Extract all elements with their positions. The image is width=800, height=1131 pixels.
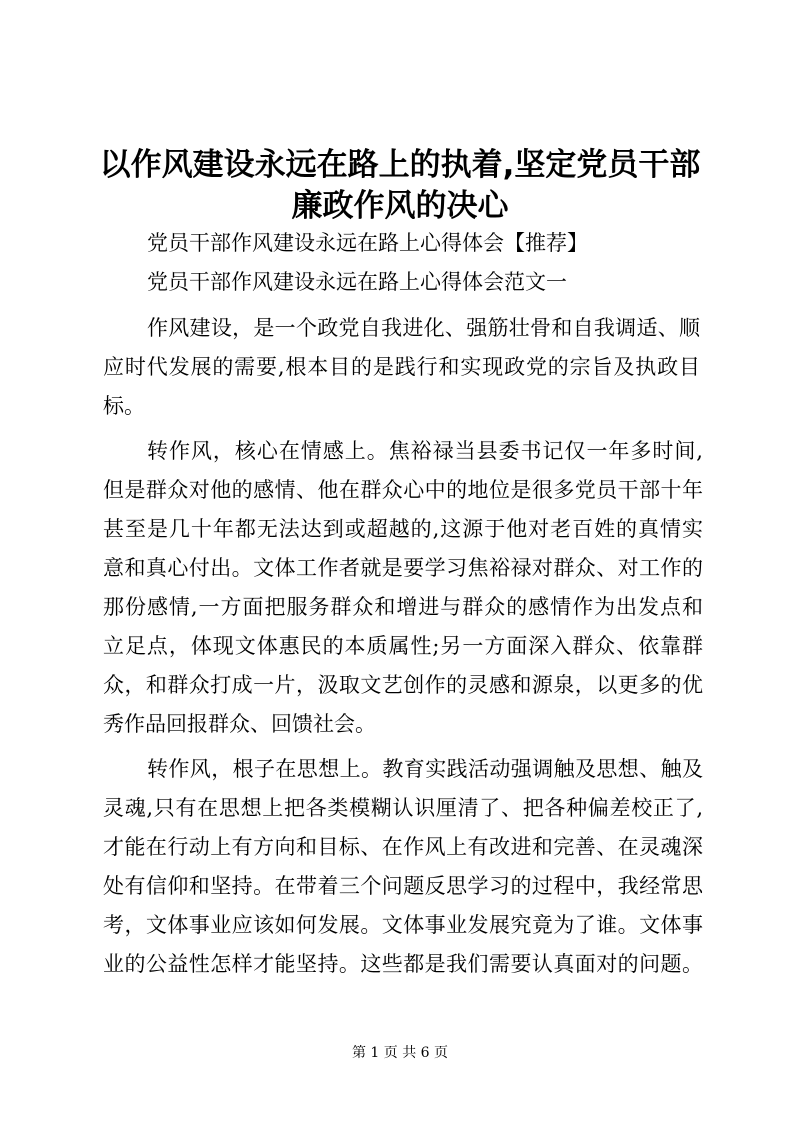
subheading-recommended: 党员干部作风建设永远在路上心得体会【推荐】 — [147, 231, 588, 255]
paragraph-3-line-6: 业的公益性怎样才能坚持。这些都是我们需要认真面对的问题。 — [103, 952, 703, 976]
paragraph-2-line-1: 转作风，核心在情感上。焦裕禄当县委书记仅一年多时间, — [147, 439, 703, 463]
paragraph-3-line-2: 灵魂,只有在思想上把各类模糊认识厘清了、把各种偏差校正了, — [103, 796, 703, 820]
subheading-sample-one: 党员干部作风建设永远在路上心得体会范文一 — [147, 270, 567, 294]
paragraph-3-line-1: 转作风，根子在思想上。教育实践活动强调触及思想、触及 — [147, 757, 703, 781]
paragraph-2-line-8: 秀作品回报群众、回馈社会。 — [103, 712, 376, 736]
paragraph-2-line-6: 立足点，体现文体惠民的本质属性;另一方面深入群众、依靠群 — [103, 634, 703, 658]
paragraph-3-line-3: 才能在行动上有方向和目标、在作风上有改进和完善、在灵魂深 — [103, 835, 703, 859]
paragraph-2-line-4: 意和真心付出。文体工作者就是要学习焦裕禄对群众、对工作的 — [103, 556, 703, 580]
paragraph-2-line-2: 但是群众对他的感情、他在群众心中的地位是很多党员干部十年 — [103, 478, 703, 502]
paragraph-1-line-1: 作风建设，是一个政党自我进化、强筋壮骨和自我调适、顺 — [147, 316, 700, 340]
paragraph-2-line-5: 那份感情,一方面把服务群众和增进与群众的感情作为出发点和 — [103, 595, 703, 619]
paragraph-1-line-3: 标。 — [103, 394, 145, 418]
paragraph-2-line-7: 众，和群众打成一片，汲取文艺创作的灵感和源泉，以更多的优 — [103, 673, 703, 697]
document-title-line-2: 廉政作风的决心 — [291, 188, 509, 224]
document-title-line-1: 以作风建设永远在路上的执着,坚定党员干部 — [99, 147, 701, 183]
paragraph-2-line-3: 甚至是几十年都无法达到或超越的,这源于他对老百姓的真情实 — [103, 517, 703, 541]
paragraph-3-line-4: 处有信仰和坚持。在带着三个问题反思学习的过程中，我经常思 — [103, 874, 703, 898]
page-number-footer: 第 1 页 共 6 页 — [351, 1045, 449, 1061]
paragraph-1-line-2: 应时代发展的需要,根本目的是践行和实现政党的宗旨及执政目 — [103, 355, 700, 379]
paragraph-3-line-5: 考，文体事业应该如何发展。文体事业发展究竟为了谁。文体事 — [103, 913, 703, 937]
